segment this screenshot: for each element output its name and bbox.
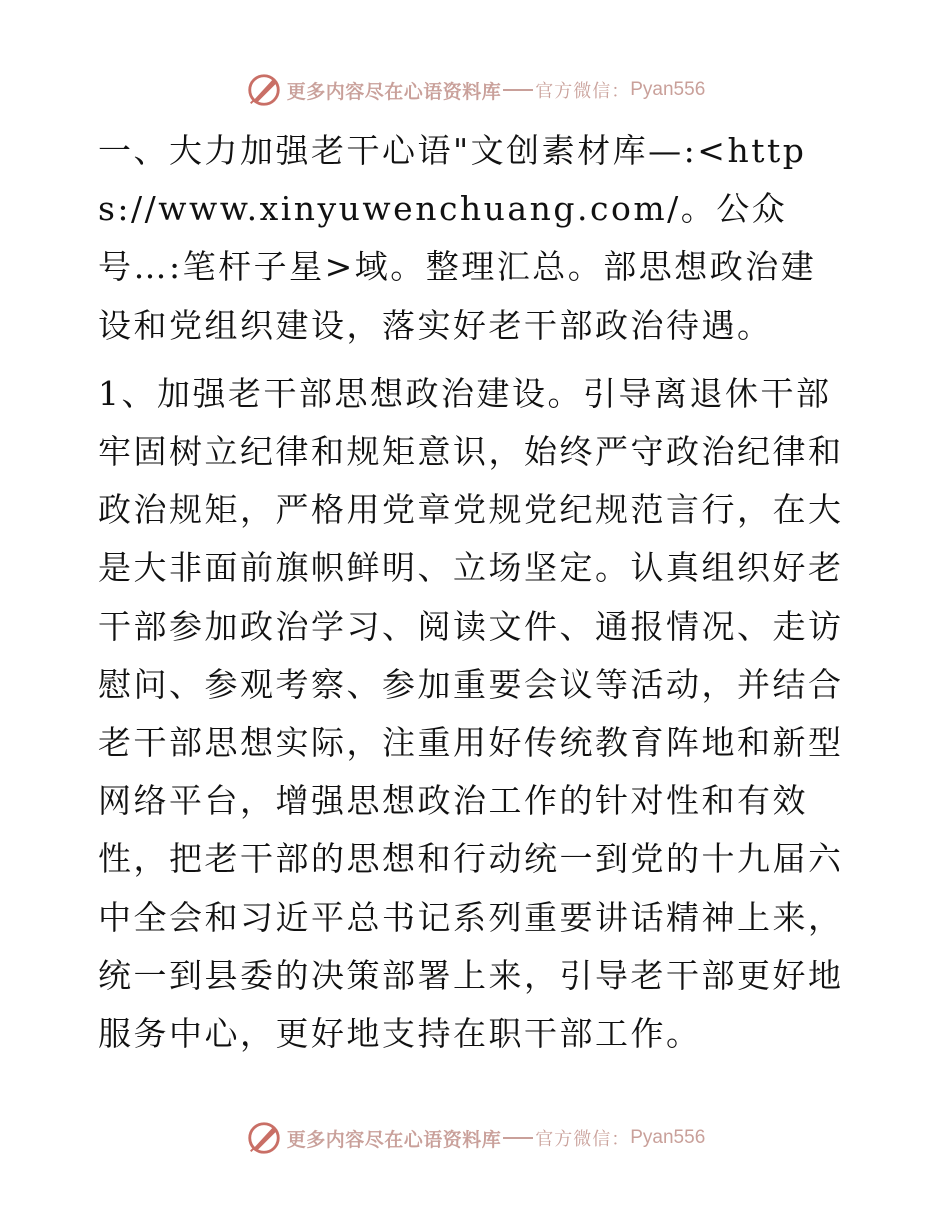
document-body — [98, 122, 850, 1063]
paragraph-section-heading: 一、大力加强老干心语"文创素材库—:<https://www.xinyuwenchuang.com/。公众号…:笔杆子星>域。整理汇总。部思想政治建设和党组织建设，落实好老干部政治待遇。 — [98, 131, 817, 345]
watermark-wechat-label: 官方微信： — [535, 81, 631, 102]
watermark-dash — [503, 89, 533, 91]
quill-logo-icon — [245, 1119, 283, 1157]
watermark-wechat-id: Pyan556 — [630, 1127, 706, 1148]
paragraph-item-1: 1、加强老干部思想政治建设。引导离退休干部牢固树立纪律和规矩意识，始终严守政治纪律和政治规矩，严格用党章党规党纪规范言行，在大是大非面前旗帜鲜明、立场坚定。认真组织好老干部参加政治学习、阅读文件、通报情况、走访慰问、参观考察、参加重要会议等活动，并结合老干部思想实际，注重用好传统教育阵地和新型网络平台，增强思想政治工作的针对性和有效性，把老干部的思想和行动统一到党的十九届六中全会和习近平总书记系列重要讲话精神上来，统一到县委的决策部署上来，引导老干部更好地服务中心，更好地支持在职干部工作。 — [98, 373, 844, 1054]
watermark-text: 更多内容尽在心语资料库 — [286, 1128, 502, 1151]
footer-watermark — [0, 1118, 950, 1158]
quill-logo-icon — [245, 71, 283, 109]
watermark-dash — [503, 1137, 533, 1139]
watermark-wechat-label: 官方微信： — [535, 1129, 631, 1150]
watermark-wechat-id: Pyan556 — [630, 79, 706, 100]
header-watermark — [0, 70, 950, 110]
watermark-text: 更多内容尽在心语资料库 — [286, 80, 502, 103]
